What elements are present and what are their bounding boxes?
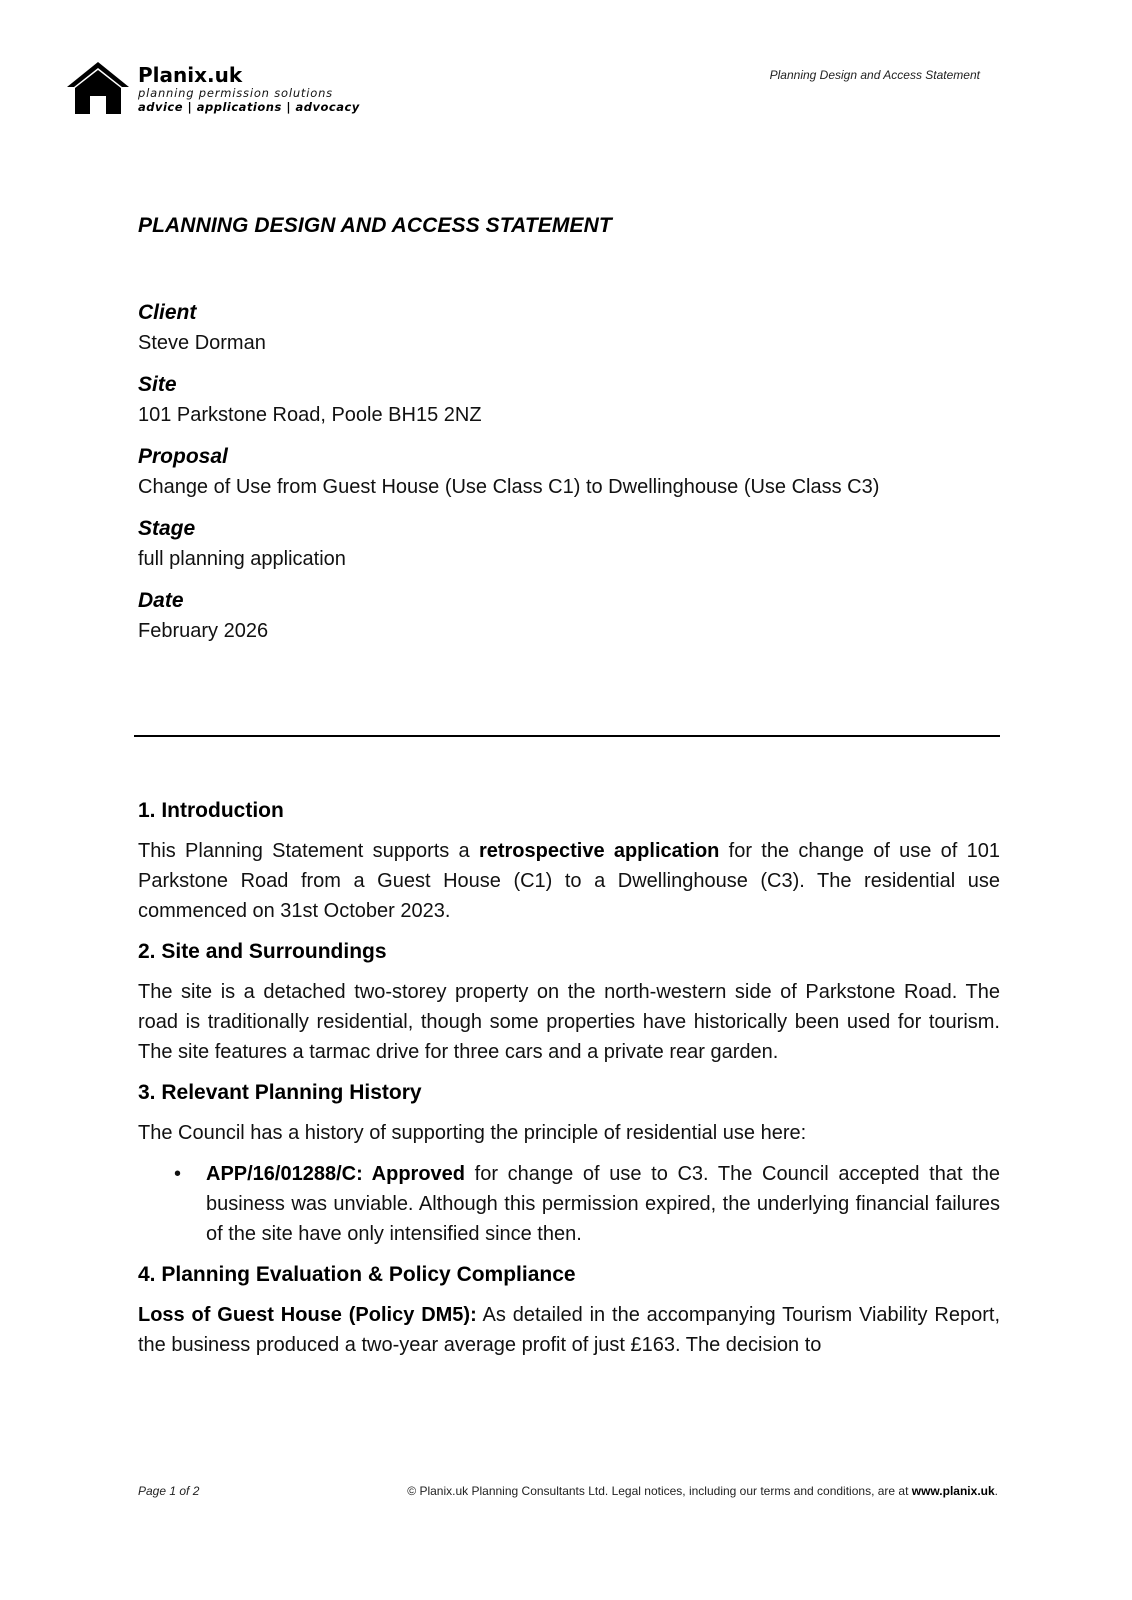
field-site <box>138 370 998 430</box>
logo-tagline: planning permission solutions <box>138 86 333 100</box>
field-date <box>138 586 998 646</box>
field-value: full planning application <box>138 548 346 570</box>
history-paragraph: The Council has a history of supporting the principle of residential use here: <box>138 1122 807 1144</box>
text-segment: for change of use to C3. The Council accepted that the business was unviable. Although this permission expired, the underlying financial failures of the site have only intensified since then. <box>206 1163 1000 1245</box>
emphasis-text: Loss of Guest House (Policy DM5): <box>138 1304 477 1326</box>
section-heading-introduction: 1. Introduction <box>138 799 284 822</box>
section-heading-site: 2. Site and Surroundings <box>138 940 387 963</box>
field-label: Site <box>138 373 177 396</box>
list-item <box>174 1159 1000 1249</box>
field-client <box>138 298 998 358</box>
running-header-title: Planning Design and Access Statement <box>769 68 980 82</box>
page-number: Page 1 of 2 <box>138 1484 200 1498</box>
document-title: PLANNING DESIGN AND ACCESS STATEMENT <box>138 214 612 237</box>
document-fields <box>138 298 998 658</box>
field-label: Stage <box>138 517 196 540</box>
text-segment: . <box>994 1484 998 1498</box>
house-icon <box>66 60 130 116</box>
field-value: February 2026 <box>138 620 269 642</box>
field-stage <box>138 514 998 574</box>
field-value: Steve Dorman <box>138 332 266 354</box>
footer-legal <box>407 1484 998 1498</box>
logo-services: advice | applications | advocacy <box>138 100 360 114</box>
text-segment: As detailed in the accompanying Tourism Viability Report, the business produced a two-year average profit of just £163. The decision to <box>138 1304 1000 1356</box>
bullet-icon: • <box>174 1163 182 1185</box>
section-heading-history: 3. Relevant Planning History <box>138 1081 422 1104</box>
section-heading-evaluation: 4. Planning Evaluation & Policy Compliance <box>138 1263 576 1286</box>
logo-text <box>138 64 360 114</box>
text-segment: © Planix.uk Planning Consultants Ltd. Legal notices, including our terms and conditions, are at <box>407 1484 912 1498</box>
evaluation-paragraph <box>138 1300 1000 1360</box>
emphasis-text: APP/16/01288/C: Approved <box>206 1163 466 1185</box>
site-paragraph: The site is a detached two-storey property on the north-western side of Parkstone Road. The road is traditionally residential, though some properties have historically been used for tourism. The site features a tarmac drive for three cars and a private rear garden. <box>138 981 1000 1063</box>
logo-brand: Planix.uk <box>138 63 243 87</box>
field-label: Date <box>138 589 184 612</box>
text-segment: This Planning Statement supports a <box>138 840 479 862</box>
introduction-paragraph <box>138 836 1000 926</box>
field-value: Change of Use from Guest House (Use Class C1) to Dwellinghouse (Use Class C3) <box>138 476 880 498</box>
field-value: 101 Parkstone Road, Poole BH15 2NZ <box>138 404 482 426</box>
footer-link[interactable]: www.planix.uk <box>911 1484 995 1498</box>
field-label: Client <box>138 301 197 324</box>
emphasis-text: retrospective application <box>478 840 720 862</box>
field-label: Proposal <box>138 445 228 468</box>
history-bullet-list <box>138 1159 1000 1249</box>
horizontal-divider <box>134 735 1000 737</box>
text-segment: for the change of use of 101 Parkstone Road from a Guest House (C1) to a Dwellinghouse (C3). The residential use commenced on 31st October 2023. <box>138 840 1000 922</box>
field-proposal <box>138 442 998 502</box>
document-body <box>138 796 1000 1371</box>
